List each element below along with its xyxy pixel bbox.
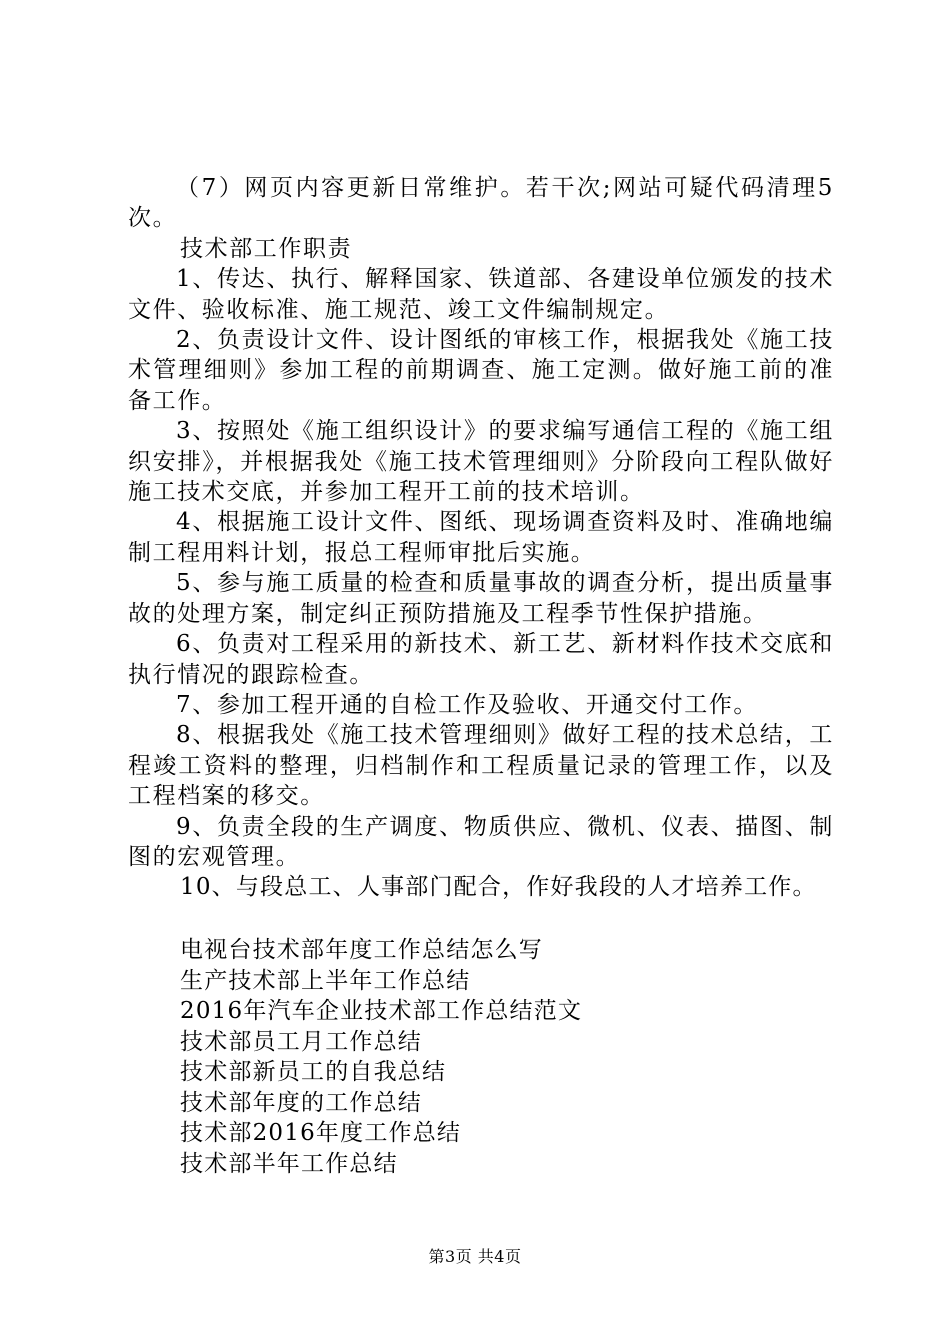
related-articles-list [180, 935, 582, 1179]
duty-item-1: 1、传达、执行、解释国家、铁道部、各建设单位颁发的技术文件、验收标准、施工规范、竣工文件编制规定。 [128, 266, 834, 323]
section-heading: 技术部工作职责 [180, 235, 353, 262]
related-article-link[interactable]: 技术部员工月工作总结 [180, 1028, 422, 1055]
related-article-link[interactable]: 技术部2016年度工作总结 [180, 1120, 462, 1146]
page-number-footer: 第3页 共4页 [428, 1247, 522, 1266]
duty-item-4: 4、根据施工设计文件、图纸、现场调查资料及时、准确地编制工程用料计划，报总工程师审批后实施。 [128, 509, 834, 566]
duty-item-3: 3、按照处《施工组织设计》的要求编写通信工程的《施工组织安排》，并根据我处《施工技术管理细则》分阶段向工程队做好施工技术交底，并参加工程开工前的技术培训。 [128, 418, 834, 506]
related-article-link[interactable]: 技术部新员工的自我总结 [180, 1059, 447, 1085]
duty-item-10: 10、与段总工、人事部门配合，作好我段的人才培养工作。 [180, 874, 817, 901]
duty-item-5: 5、参与施工质量的检查和质量事故的调查分析，提出质量事故的处理方案，制定纠正预防措施及工程季节性保护措施。 [128, 570, 834, 627]
duty-item-8: 8、根据我处《施工技术管理细则》做好工程的技术总结，工程竣工资料的整理，归档制作和工程质量记录的管理工作，以及工程档案的移交。 [128, 722, 834, 810]
document-body [128, 173, 834, 903]
duty-item-2: 2、负责设计文件、设计图纸的审核工作，根据我处《施工技术管理细则》参加工程的前期调查、施工定测。做好施工前的准备工作。 [128, 327, 834, 414]
duty-item-9: 9、负责全段的生产调度、物质供应、微机、仪表、描图、制图的宏观管理。 [128, 813, 834, 870]
related-article-link[interactable]: 电视台技术部年度工作总结怎么写 [180, 937, 543, 963]
duty-item-7: 7、参加工程开通的自检工作及验收、开通交付工作。 [176, 691, 759, 718]
related-article-link[interactable]: 技术部半年工作总结 [180, 1150, 398, 1177]
related-article-link[interactable]: 技术部年度的工作总结 [180, 1089, 422, 1116]
related-article-link[interactable]: 生产技术部上半年工作总结 [180, 967, 471, 994]
paragraph-maintenance: （7）网页内容更新日常维护。若干次;网站可疑代码清理5次。 [128, 175, 834, 232]
duty-item-6: 6、负责对工程采用的新技术、新工艺、新材料作技术交底和执行情况的跟踪检查。 [128, 631, 834, 688]
related-article-link[interactable]: 2016年汽车企业技术部工作总结范文 [180, 998, 583, 1024]
